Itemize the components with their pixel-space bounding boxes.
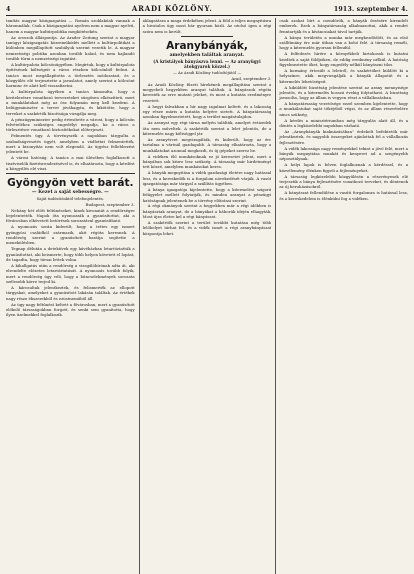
article-dateline: Arad, szeptember 3. [231,75,272,81]
article-subheadline: — Kezet a saját sebességre. — [31,190,109,196]
article-headline: Aranybányák, [166,40,248,53]
paragraph: A nyomozás során kiderült, hogy a tettes egy ismert gyöngyösi családból származik, akit régóta keresnek. A rendőrség szerint a gyanúsított barátja segítette a menekülésben. [6,224,135,246]
paragraph: A kultúrpalota ügyében a tanács kimondta, hogy a kivitelezésre vonatkozó tervezeteket sürgősen elkészítteti, mert a munkálatokat még az ősz folyamán meg kell kezdeni. A belügyminiszter a tervet jóváhagyta, és kikötötte, hogy a terveket a szakértők bizottsága vizsgálja meg. [6,89,135,116]
paragraph: Felmentés ügy. A törvényszék a napokban tárgyalta a szabadságvesztés ügyét, amelyben a vádlottat felmentették, mert a bizonyítás nem volt elegendő. Az ügyész fellebbezést jelentett be. [6,133,135,155]
column-2 [139,18,272,574]
paragraph: A vidék lakossága nagy reményekkel tekint a jövő felé, mert a bányák megnyitása munkát és kenyeret ad a szegényebb néposztálynak. [279,145,409,162]
paragraph: A városi hatóság. A tanács a mai ülésében foglalkozott a tisztviselők fizetésrendezésével is, és elhatározta, hogy a kérdést a közgyűlés elé viszi. [6,155,135,171]
paragraph: A kérdés a minisztériumban még tárgyalás alatt áll, és a döntés a legközelebbi napokban várható. [279,117,409,129]
article-headline: Gyöngyön vett barát. [7,177,134,190]
paragraph: A hegyi falvakban a hír nagy izgalmat keltett, és a lakosság egy része máris a kutatás helyére sietett. A bányatársaság azonban figyelmeztetett, hogy a terület magántulajdon. [142,103,272,120]
masthead [6,4,408,16]
paragraph: Az oroszok álláspontja. Az Arader Zeitung szerint a magyar tanügyi közigazgatás közreműködés mellett a kultúrpolitikát a különben megállapított szabályok szerint vezetik le. A magyar nemzetiségi politika azonban tovább halad, és nem hajlandó tovább tűrni a nemzetiségi izgatást. [6,34,135,61]
article-subheadline: amelyekben találtak aranyat. [169,53,245,59]
paragraph: Nehány hét előtt feltűnéseket, kinek kivonatát a rendőrségre bejelentették. Napok óta nyomozzák a gyanúsítottat, aki a fővárosban elkövetett betörések sorozatával gyanúsítható. [6,207,135,224]
paragraph: A vidéken élő munkásoknak ez jó keresetet jelent, mert a bányában sok kézre lesz szükség. A társaság már hirdetményt tett közzé, amelyben munkásokat keres. [142,153,272,170]
columns [6,18,408,574]
paragraph: A károsultak jelentkeztek, és felismerték az ellopott tárgyakat, amelyeket a gyanúsított lakásán találtak. Az értékek nagy része ékszerekből és ezüstneműből áll. [6,284,135,301]
paragraph: Az „Aranybányák kiaknázásában” érdekelt befektetők már jelentkeztek, és nagyobb összegeket ajánlottak fel a vállalkozás fejlesztésére. [279,129,409,145]
paper-name: ARADI KÖZLÖNY. [131,4,213,13]
issue-date: 1913. szeptember 4. [333,6,408,13]
article-byline: — Az Aradi Közlöny tudósítójától — [172,69,242,75]
paragraph: A kultúrpalota kölcsönügyében. Megírtuk, hogy a kultúrpalota építésének költségeit a város részben kölcsönből fedezi. A tanács most megállapította a törlesztés módozatait, és a közgyűlés elé terjesztette a javaslatot, amely szerint a kölcsönt harminc év alatt kell visszafizetni. [6,61,135,89]
article-dateline: Budapest, szeptember 3. [85,201,135,207]
paragraph: A szakértők szerint a terület további kutatása még több lelőhelyet tárhat fel, és a vidék ismét a régi aranybányászat központja lehet. [142,220,272,236]
paragraph: A kiküldött bizottság jelentése szerint az arany mennyisége jelentős, és a kitermelés hosszú évekig folytatható. A bizottság javasolta, hogy az állam is vegyen részt a vállalkozásban. [279,84,409,101]
paragraph: A bányák megnyitása a vidék gazdasági életére nagy hatással lesz, és a kereskedők is a forgalom növekedését várják. A vasút igazgatósága már tárgyal a szállítás ügyében. [142,170,272,186]
paragraph: A kihallgatás után a rendőrség a vizsgálóbírónak adta át, aki elrendelte előzetes letartóztatását. A nyomozás tovább folyik, mert a rendőrség úgy véli, hogy a bűncselekmények sorozata szélesebb körre terjed ki. [6,262,135,284]
paragraph: A pénzügyminiszter pedig értesítette a várost, hogy a kölcsön felvételéhez szükséges engedélyt megadja, ha a város a törlesztésre vonatkozó biztosítékokat előterjeszti. [6,116,135,133]
column-1 [6,18,135,574]
article-byline: Saját tudósítónktól telefonjelentés. [36,195,104,201]
paragraph: A társaság legközelebbi közgyűlésén a részvényesek elé terjesztik a bánya fejlesztésére vonatkozó terveket, és döntenek az új beruházásokról. [279,173,409,190]
paragraph: Az aranyat egy régi tárna mélyén találták, amelyet évtizedek óta nem műveltek. A szakértők szerint a lelet jelentős, de a kitermelés nagy költséggel jár. [142,120,272,137]
paragraph: A régi okmányok szerint a hegyekben már a régi időkben is bányásztak aranyat, de a bányákat a háborúk idején elhagyták. Most újra életre kel a régi bányászat. [142,203,272,220]
paragraph: A bánya igazgatója kijelentette, hogy a kitermelést szigorú felügyelet mellett folytatják, és minden aranyat a pénzügyi hatóságnak jelentenek be a törvény előírásai szerint. [142,186,272,203]
page-number: 4 [6,6,11,13]
column-1-top-text [6,18,135,171]
article-subheadline-2: (A kristályok bányászva lenni. — Az aranyügyi átokgyarok közzel.) [153,58,261,70]
paragraph: csak azokat bírt a csendőrök, a bányák őrzésére kirendelt emberek. Ezek a bányatársaság alkalmazottai, akik a rendet fenntartják és a kíváncsiakat távol tartják. [279,18,409,34]
paragraph: A bánya területén a munka már megkezdődött, és az első szállítmány érc már útban van a kohó felé. A társaság reméli, hogy a kitermelés gyorsan fellendül. [279,34,409,51]
paragraph: A felfedezés hírére a környékbeli birtokosok is kutatni kezdtek a saját földjeiken, de eddig eredmény nélkül. A hatóság figyelmeztette őket, hogy engedély nélkül bányászni tilos. [279,51,409,67]
paragraph: Az ügy nagy feltűnést keltett a fővárosban, mert a gyanúsított előkelő társaságokban forgott, és senki sem gyanította, hogy ilyen üzelmekkel foglalkozik. [6,301,135,318]
paragraph: Tegnap délután a detektívek egy kávéházban letartóztatták a gyanúsítottat, aki beismerte, hogy több helyen követett el lopást, de tagadta, hogy társai lettek volna. [6,246,135,262]
paragraph: aklagatásra a maga érdekében jelent. A föld a teljes megnyitásra a hivatalos ügy most bár gyorsan közli. Az utolsó igen a régi szóra nem is került. [142,18,272,34]
paragraph: tanítás magyar közigazgatási — Román szoklakúak vannak a háromnálak. Csak a közigazgatási nyelven nem a magyar nyelvű, hanem a magyar kultúrpolitika megkötésekén. [6,18,135,34]
paragraph: A helyi lapok is bőven foglalkoznak a kérdéssel, és a közvélemény élénken figyeli a fejleményeket. [279,162,409,173]
paragraph: A kormány értesült a leletről, és szakértőket küldött ki a helyszínre, akik megvizsgálják a bányák állapotát és a kitermelés lehetőségeit. [279,67,409,84]
paragraph: Az Aradi Közlöny fűzeti hírekének megállapítása szerint a megyebeli hegyekben aranyat találtak. A bányászok régóta keresték az erre mutató jeleket, és most a kutatás eredményre vezetett. [142,81,272,103]
divider [181,36,232,37]
column-3 [275,18,408,574]
paragraph: A bányászat fellendülése a vasúti forgalomra is hatással lesz, és a kereskedelem is élénkülni fog a vidéken. [279,190,409,201]
divider [6,173,135,174]
paragraph: Az aranyércet megvizsgálták, és kiderült, hogy az érc tartalma a vártnál gazdagabb. A társaság elhatározta, hogy a munkálatokat azonnal megkezdi, és új gépeket szerez be. [142,136,272,153]
paragraph: A bányatársaság vezetősége ezzel szemben kijelentette, hogy a munkálatokat saját tőkéjéből végzi, és az állam részvételére nincs szükség. [279,101,409,117]
